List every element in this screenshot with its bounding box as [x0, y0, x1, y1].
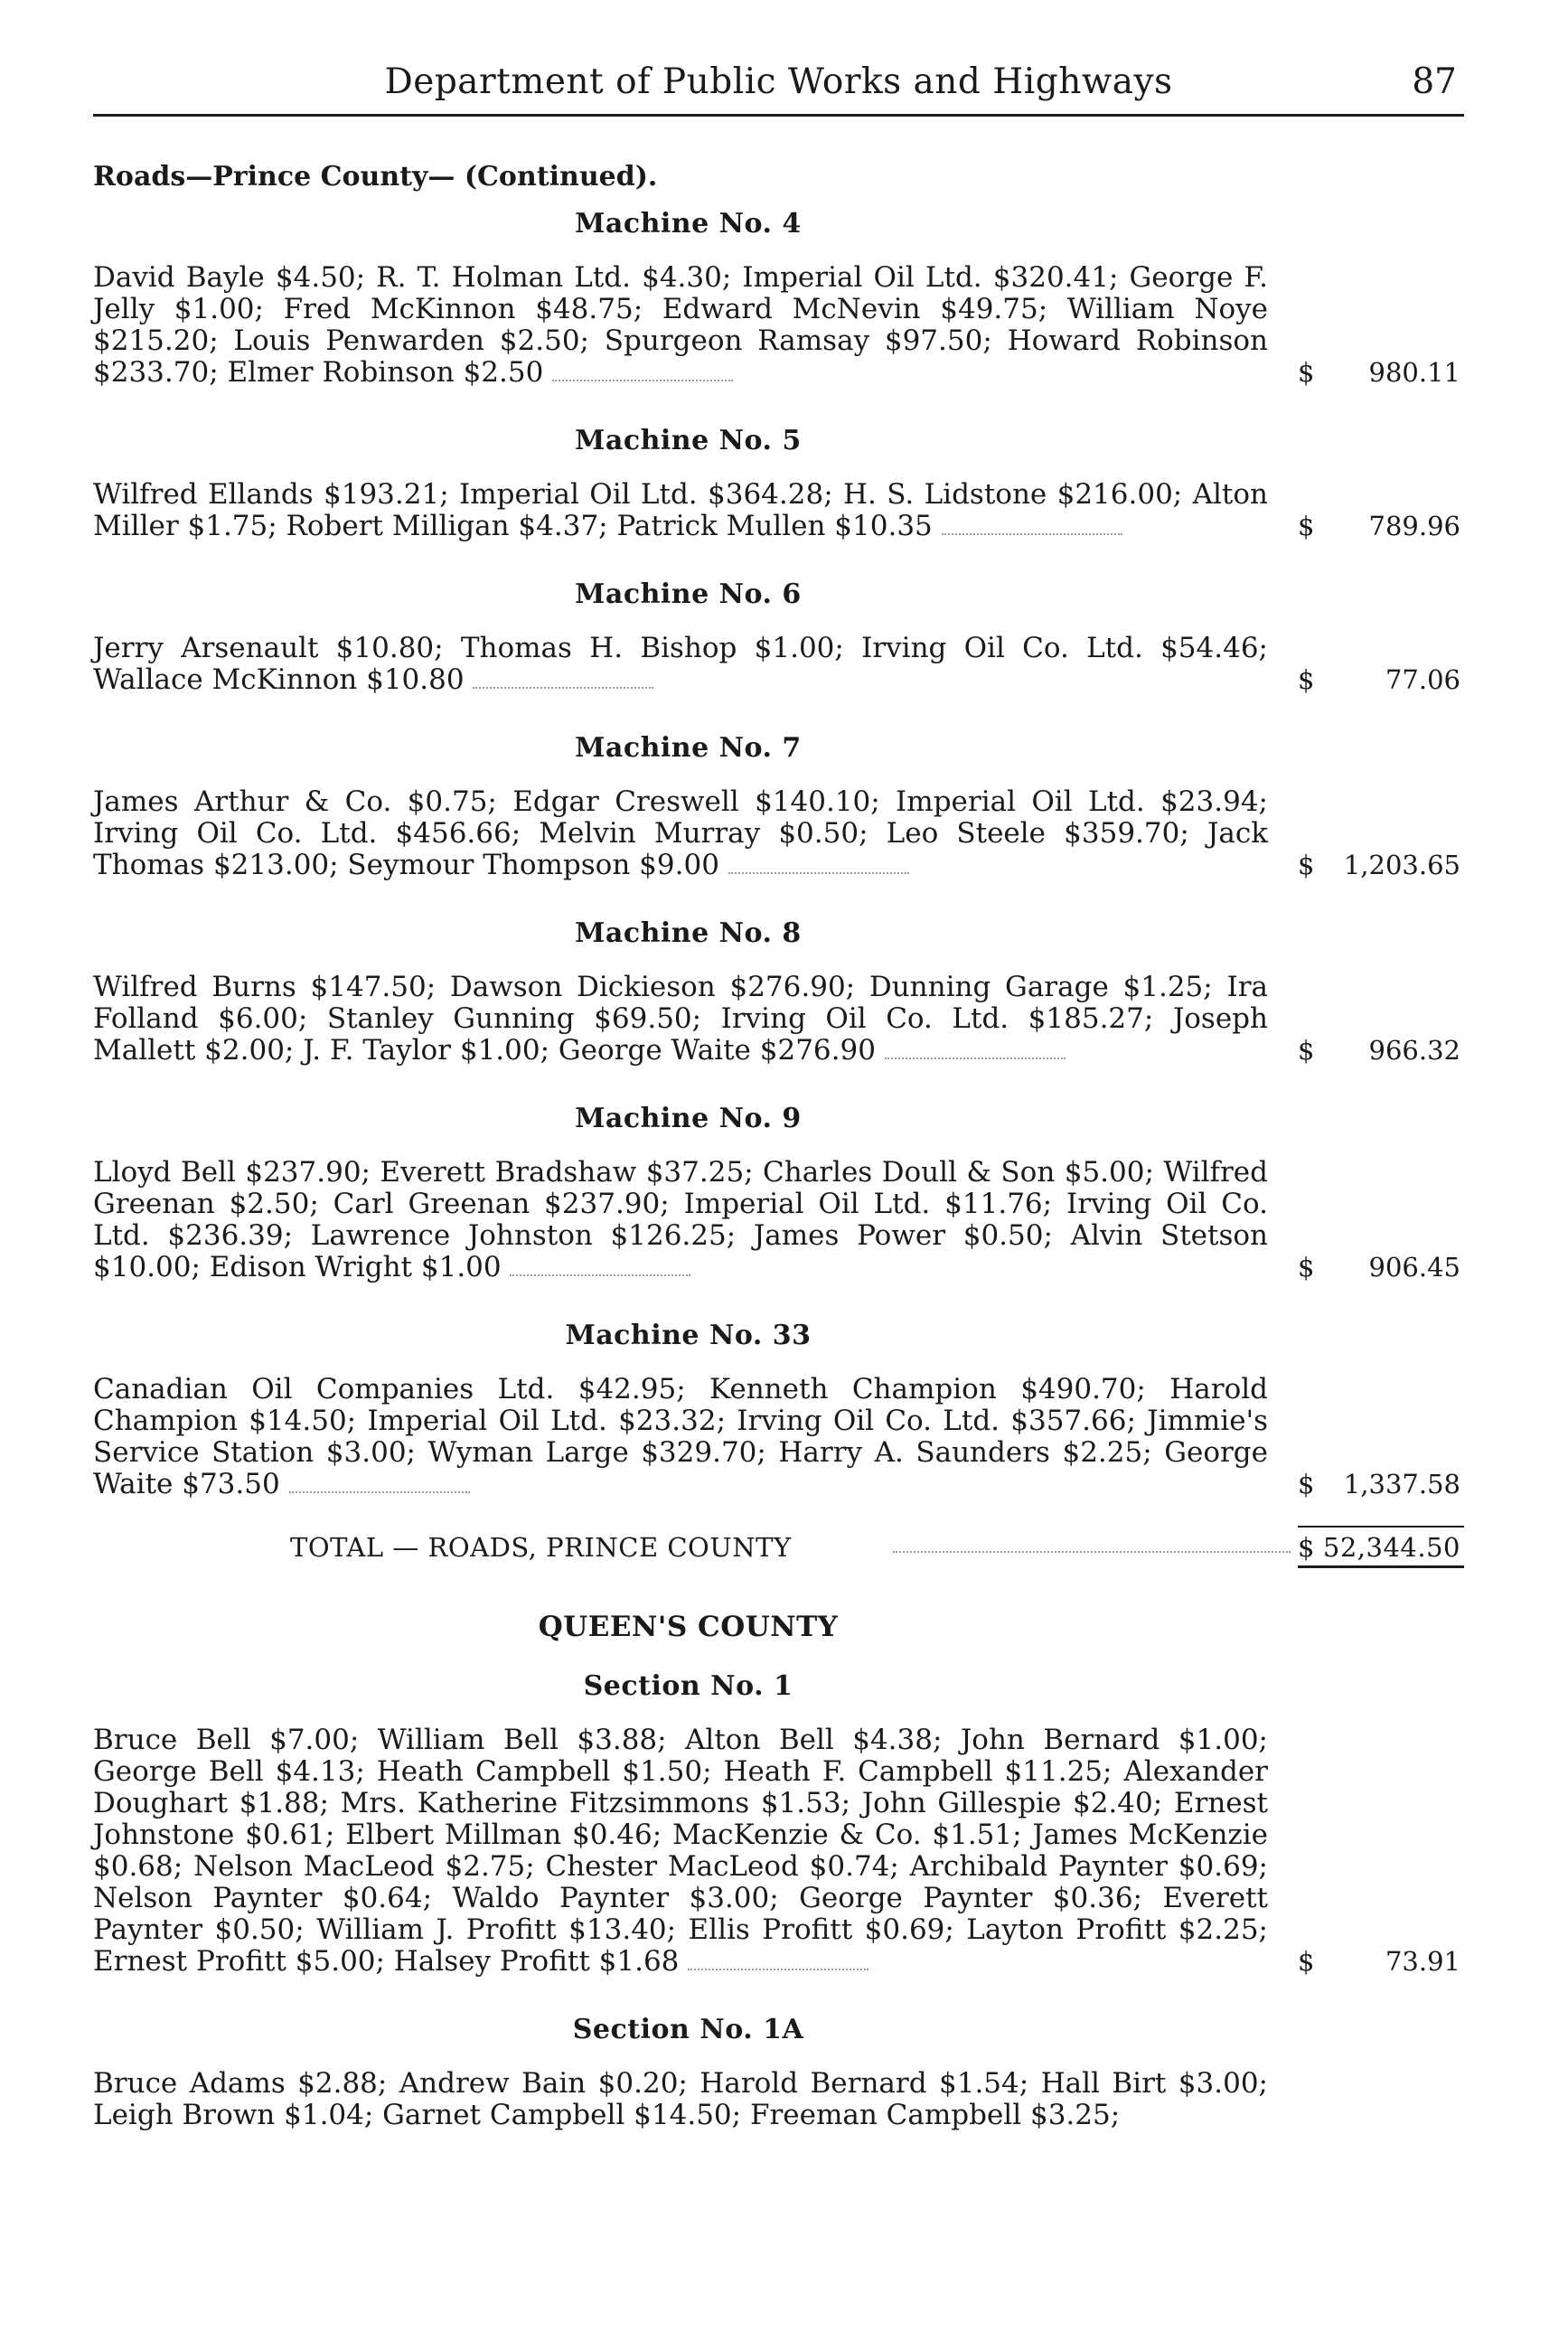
- entry-text: Lloyd Bell $237.90; Everett Bradshaw $37.25; Charles Doull & Son $5.00; Wilfred Greenan $2.50; Carl Greenan $237.90; Imperial Oil Ltd. $11.76; Irving Oil Co. Ltd. $236.39; Lawrence Johnston $126.25; James Power $0.50; Alvin Stetson $10.00; Edison Wright $1.00: [93, 1156, 1268, 1283]
- header-title: Department of Public Works and Highways: [384, 61, 1173, 102]
- ledger-entry: [93, 1725, 1464, 1978]
- entry-amount: [1298, 1469, 1464, 1500]
- amount-value: 52,344.50: [1322, 1532, 1460, 1563]
- leader-dots: [473, 682, 653, 689]
- page-header: [93, 56, 1464, 117]
- entry-amount: [1298, 1252, 1464, 1283]
- currency-sign: $: [1298, 1035, 1315, 1066]
- entry-amount: [1298, 357, 1464, 389]
- leader-dots: [893, 1551, 1291, 1553]
- ledger-entry: [93, 2068, 1464, 2131]
- section-title: Section No. 1: [583, 1670, 793, 1702]
- entry-text: David Bayle $4.50; R. T. Holman Ltd. $4.30; Imperial Oil Ltd. $320.41; George F. Jelly $1.00; Fred McKinnon $48.75; Edward McNevin $49.75; William Noye $215.20; Louis Penwarden $2.50; Spurgeon Ramsay $97.50; Howard Robinson $233.70; Elmer Robinson $2.50: [93, 261, 1268, 389]
- machine-title: Machine No. 9: [575, 1103, 802, 1134]
- entry-text: Bruce Bell $7.00; William Bell $3.88; Alton Bell $4.38; John Bernard $1.00; George Bell $4.13; Heath Campbell $1.50; Heath F. Campbell $11.25; Alexander Doughart $1.88; Mrs. Katherine Fitzsimmons $1.53; John Gillespie $2.40; Ernest Johnstone $0.61; Elbert Millman $0.46; MacKenzie & Co. $1.51; James McKenzie $0.68; Nelson MacLeod $2.75; Chester MacLeod $0.74; Archibald Paynter $0.69; Nelson Paynter $0.64; Waldo Paynter $3.00; George Paynter $0.36; Everett Paynter $0.50; William J. Profitt $13.40; Ellis Profitt $0.69; Layton Profitt $2.25; Ernest Profitt $5.00; Halsey Profitt $1.68: [93, 1724, 1268, 1978]
- ledger-entry: [93, 972, 1464, 1067]
- amount-value: 73.91: [1385, 1946, 1460, 1977]
- machine-title: Machine No. 4: [575, 208, 802, 240]
- entry-text: Wilfred Burns $147.50; Dawson Dickieson $276.90; Dunning Garage $1.25; Ira Folland $6.00; Stanley Gunning $69.50; Irving Oil Co. Ltd. $185.27; Joseph Mallett $2.00; J. F. Taylor $1.00; George Waite $276.90: [93, 971, 1268, 1067]
- entry-text: Canadian Oil Companies Ltd. $42.95; Kenneth Champion $490.70; Harold Champion $14.50; Imperial Oil Ltd. $23.32; Irving Oil Co. Ltd. $357.66; Jimmie's Service Station $3.00; Wyman Large $329.70; Harry A. Saunders $2.25; George Waite $73.50: [93, 1373, 1268, 1500]
- document-body: [93, 206, 1464, 2131]
- running-title: Roads—Prince County— (Continued).: [93, 161, 658, 193]
- leader-dots: [289, 1486, 470, 1493]
- currency-sign: $: [1298, 850, 1315, 880]
- ledger-entry: [93, 1157, 1464, 1283]
- leader-dots: [942, 528, 1122, 535]
- ledger-entry: [93, 786, 1464, 881]
- entry-text: Jerry Arsenault $10.80; Thomas H. Bishop $1.00; Irving Oil Co. Ltd. $54.46; Wallace McKinnon $10.80: [93, 632, 1268, 696]
- amount-value: 906.45: [1368, 1252, 1460, 1283]
- amount-value: 980.11: [1368, 357, 1460, 388]
- leader-dots: [552, 374, 733, 381]
- entry-text: Wilfred Ellands $193.21; Imperial Oil Ltd. $364.28; H. S. Lidstone $216.00; Alton Miller $1.75; Robert Milligan $4.37; Patrick Mullen $10.35: [93, 478, 1268, 542]
- total-rule-bottom: [1298, 1565, 1464, 1568]
- entry-text: James Arthur & Co. $0.75; Edgar Creswell $140.10; Imperial Oil Ltd. $23.94; Irving Oil Co. Ltd. $456.66; Melvin Murray $0.50; Leo Steele $359.70; Jack Thomas $213.00; Seymour Thompson $9.00: [93, 785, 1268, 881]
- total-label: TOTAL — ROADS, PRINCE COUNTY: [290, 1532, 792, 1563]
- amount-value: 1,203.65: [1343, 850, 1460, 880]
- amount-value: 966.32: [1368, 1035, 1460, 1066]
- entry-amount: [1298, 1946, 1464, 1978]
- entry-text: Bruce Adams $2.88; Andrew Bain $0.20; Harold Bernard $1.54; Hall Birt $3.00; Leigh Brown $1.04; Garnet Campbell $14.50; Freeman Campbell $3.25;: [93, 2067, 1268, 2131]
- entry-amount: [1298, 511, 1464, 542]
- ledger-entry: [93, 1374, 1464, 1500]
- ledger-entry: [93, 633, 1464, 696]
- machine-title: Machine No. 5: [575, 425, 802, 456]
- machine-title: Machine No. 8: [575, 917, 802, 949]
- county-total: [93, 1528, 1464, 1567]
- ledger-entry: [93, 479, 1464, 542]
- machine-title: Machine No. 7: [575, 732, 802, 764]
- currency-sign: $: [1298, 664, 1315, 695]
- total-amount: [1298, 1528, 1464, 1567]
- page-number: 87: [1412, 61, 1457, 102]
- entry-amount: [1298, 1035, 1464, 1067]
- county-title: QUEEN'S COUNTY: [538, 1611, 839, 1643]
- ledger-entry: [93, 262, 1464, 389]
- leader-dots: [885, 1052, 1066, 1059]
- leader-dots: [728, 867, 909, 874]
- machine-title: Machine No. 6: [575, 578, 802, 610]
- entry-amount: [1298, 850, 1464, 881]
- leader-dots: [688, 1963, 869, 1970]
- leader-dots: [510, 1269, 690, 1276]
- currency-sign: $: [1298, 1469, 1315, 1499]
- currency-sign: $: [1298, 1252, 1315, 1283]
- currency-sign: $: [1298, 357, 1315, 388]
- amount-value: 789.96: [1368, 511, 1460, 541]
- currency-sign: $: [1298, 511, 1315, 541]
- amount-value: 77.06: [1385, 664, 1460, 695]
- section-title: Section No. 1A: [572, 2014, 804, 2045]
- machine-title: Machine No. 33: [565, 1320, 812, 1351]
- currency-sign: $: [1298, 1946, 1315, 1977]
- currency-sign: $: [1298, 1532, 1315, 1563]
- amount-value: 1,337.58: [1343, 1469, 1460, 1499]
- entry-amount: [1298, 664, 1464, 696]
